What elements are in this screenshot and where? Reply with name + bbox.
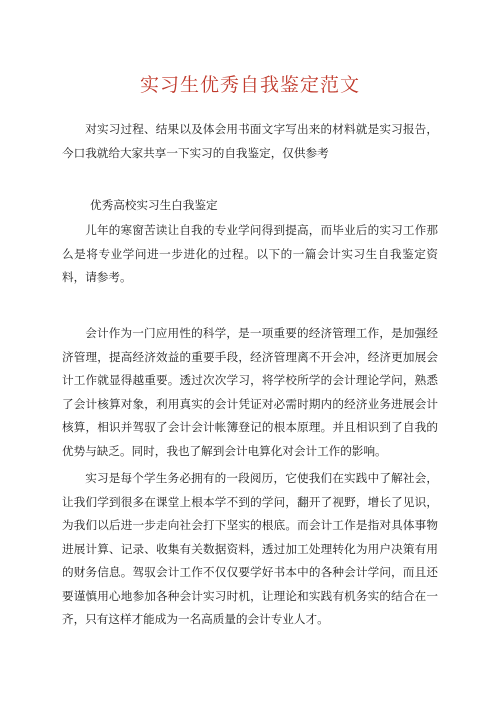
intro-paragraph: 对实习过程、结果以及体会用书面文字写出来的材料就是实习报告，今口我就给大家共享一下实习的自我鉴定，仅供参考 <box>62 122 438 160</box>
body-paragraph-2: 会计作为一门应用性的科学，是一项重要的经济管理工作，是加强经济管理，提高经济效益的重要手段，经济管理离不开会冲，经济更加展会计工作就显得越重要。透过次次学习，将学校所学的会计理论学问，熟悉了会计核算对象，利用真实的会计凭证对必需时期内的经济业务进展会计核算，相识并驾驭了会计会计帐簿登记的根本原理。并且相识到了自我的优势与缺乏。同时，我也了解到会计电算化对会计工作的影响。 <box>62 326 438 458</box>
body-paragraph-3: 实习是每个学生务必拥有的一段阅历，它使我们在实践中了解社会，让我们学到很多在课堂上根本学不到的学问，翻开了视野，增长了见识，为我们以后进一步走向社会打下坚实的根底。而会计工作是指对具体事物进展计算、记录、收集有关数据资料，透过加工处理转化为用户决策有用的财务信息。驾驭会计工作不仅仅要学好书本中的各种会计学问，而且还要谨慎用心地参加各种会计实习时机，让理论和实践有机务实的结合在一齐，只有这样才能成为一名高质量的会计专业人才。 <box>62 471 438 626</box>
section-subheading: 优秀高校实习生白我鉴定 <box>90 198 218 212</box>
document-title: 实习生优秀自我鉴定范文 <box>139 74 360 96</box>
body-paragraph-1: 儿年的寒窗苦读让自我的专业学问得到提高，而毕业后的实习工作那么是将专业学问进一步进化的过程。以下的一篇会计实习生自我鉴定资料，请参考。 <box>62 223 438 284</box>
